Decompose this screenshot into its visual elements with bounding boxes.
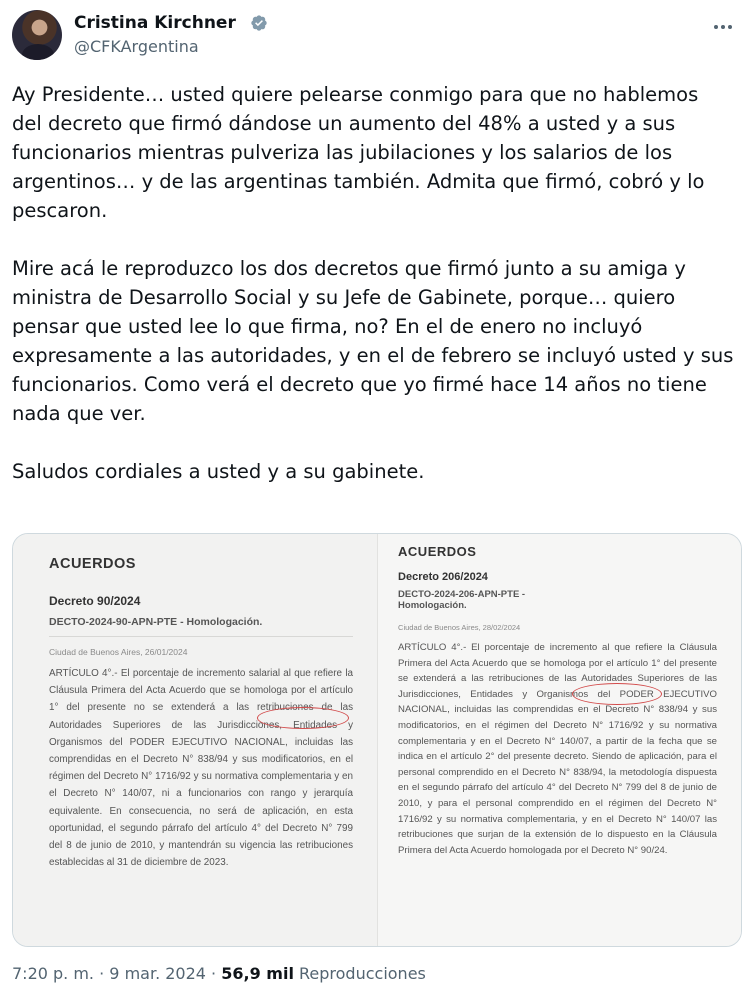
doc-decree-number: Decreto 90/2024	[49, 594, 141, 608]
doc-article-body: ARTÍCULO 4°.- El porcentaje de incremento al que refiere la Cláusula Primera del Acta Acuerdo que se homologa por el artículo 1° del presente se extenderá a las retribuciones de las Autoridades Superiores de las Jurisdicciones, Entidades y Organismos del PODER EJECUTIVO NACIONAL, incluidas las comprendidas en el Decreto N° 838/94 y sus modificatorios, en el régimen del Decreto N° 1716/92 y su normativa complementaria y en el Decreto N° 140/07, a partir de la fecha que se indica en el artículo 2° del presente decreto. Siendo de aplicación, para el personal comprendido en el Decreto N° 838/94, la metodología dispuesta en el segundo párrafo del artículo 4° del Decreto N° 799 del 8 de junio de 2010, y para el personal comprendido en el régimen del Decreto N° 1716/92 y su normativa complementaria, y en el Decreto N° 140/07 las retribuciones que surjan de la extensión de lo dispuesto en la Cláusula Primera del Acta Acuerdo homologada por el Decreto N° 90/24.	[398, 642, 717, 856]
decree-90-document	[13, 534, 377, 946]
doc-decree-number: Decreto 206/2024	[398, 571, 488, 583]
tweet-header	[12, 10, 736, 64]
tweet-text	[12, 80, 734, 515]
tweet-image[interactable]	[12, 533, 742, 947]
meta-separator: ·	[99, 964, 105, 983]
tweet-paragraph: Ay Presidente… usted quiere pelearse conmigo para que no hablemos del decreto que firmó dándose un aumento del 48% a usted y a sus funcionarios mientras pulveriza las jubilaciones y los salarios de los argentinos… y de las argentinas también. Admita que firmó, cobró y lo pescaron.	[12, 83, 705, 222]
decree-206-document	[377, 534, 741, 946]
author-name[interactable]: Cristina Kirchner	[74, 13, 236, 33]
avatar[interactable]	[12, 10, 62, 60]
doc-article-body: ARTÍCULO 4°.- El porcentaje de incremento salarial al que refiere la Cláusula Primera del Acta Acuerdo que se homologa por el artículo 1° del presente no se extenderá a las retribuciones de las Autoridades Superiores de las Jurisdicciones, Entidades y Organismos del PODER EJECUTIVO NACIONAL, incluidas las comprendidas en el Decreto N° 838/94 y sus modificatorios, en el régimen del Decreto N° 1716/92 y su normativa complementaria y en el Decreto N° 140/07, ni a funcionarios con rango y jerarquía equivalente. En consecuencia, no será de aplicación, en esta oportunidad, el segundo párrafo del artículo 4° del Decreto N° 799 del 8 de junio de 2010, y mantendrán su vigencia las retribuciones establecidas al 31 de diciembre de 2023.	[49, 668, 354, 869]
doc-date: Ciudad de Buenos Aires, 28/02/2024	[398, 623, 521, 632]
doc-decree-code: DECTO-2024-206-APN-PTE - Homologación.	[398, 589, 526, 611]
views-count: 56,9 mil	[221, 964, 294, 983]
doc-date: Ciudad de Buenos Aires, 26/01/2024	[49, 647, 188, 657]
verified-badge-icon[interactable]	[250, 14, 268, 32]
meta-separator: ·	[211, 964, 217, 983]
tweet-date[interactable]: 9 mar. 2024	[109, 964, 206, 983]
tweet-paragraph: Saludos cordiales a usted y a su gabinete.	[12, 460, 425, 483]
doc-decree-code: DECTO-2024-90-APN-PTE - Homologación.	[49, 616, 263, 628]
author-handle[interactable]: @CFKArgentina	[74, 37, 199, 56]
doc-section-title: ACUERDOS	[398, 544, 477, 559]
more-options-icon[interactable]	[712, 16, 734, 38]
highlight-circle	[257, 707, 349, 729]
views-label: Reproducciones	[299, 964, 426, 983]
tweet-meta	[12, 962, 426, 986]
tweet-paragraph: Mire acá le reproduzco los dos decretos que firmó junto a su amiga y ministra de Desarrollo Social y su Jefe de Gabinete, porque… quiero pensar que usted lee lo que firma, no? En el de enero no incluyó expresamente a las autoridades, y en el de febrero se incluyó usted y sus funcionarios. Como verá el decreto que yo firmé hace 14 años no tiene nada que ver.	[12, 257, 734, 425]
tweet-time[interactable]: 7:20 p. m.	[12, 964, 95, 983]
doc-divider	[49, 636, 353, 637]
doc-section-title: ACUERDOS	[49, 556, 136, 572]
highlight-circle	[572, 683, 662, 705]
